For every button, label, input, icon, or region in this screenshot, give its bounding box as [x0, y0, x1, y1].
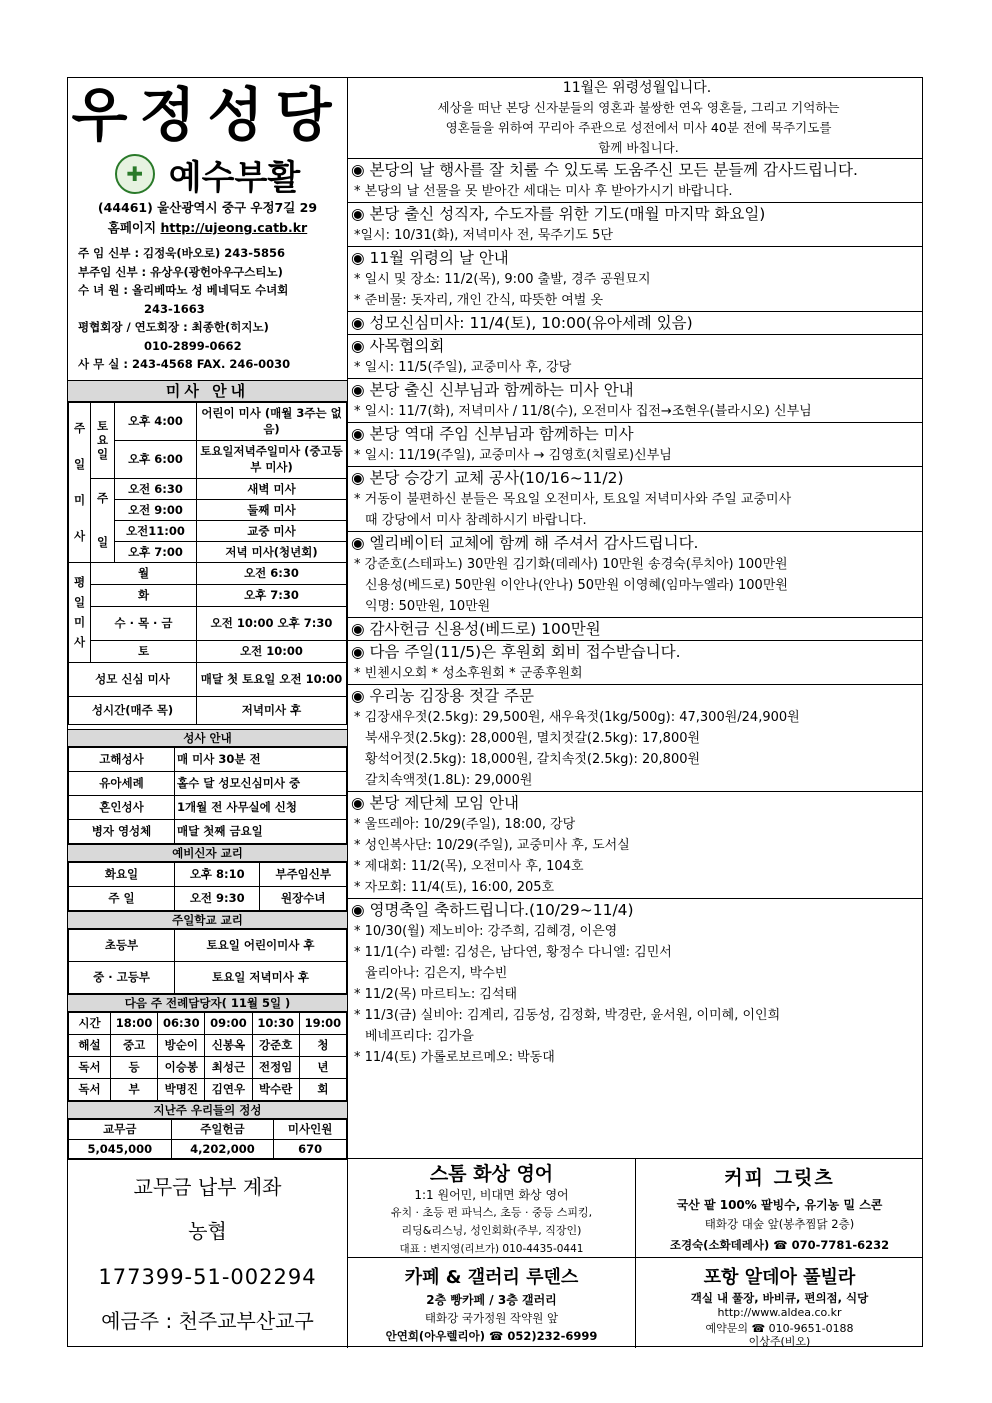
notice-item: [348, 898, 923, 1068]
staff-info: [68, 244, 347, 374]
altar-cell: 청: [299, 1034, 346, 1056]
notice-item: [348, 202, 923, 246]
staff-line: 243-1663: [144, 301, 205, 316]
sunday-school-heading: 주일학교 교리: [68, 911, 347, 929]
sunday-school-table: 초등부 토요일 어린이미사 후 중 · 고등부 토요일 저녁미사 후: [68, 929, 347, 994]
altar-cell: 10:30: [252, 1012, 299, 1034]
ad-english: 스톰 화상 영어 1:1 원어민, 비대면 화상 영어 유치 · 초등 펀 파닉스, 초등 · 중등 스피킹, 리딩&리스닝, 성인회화(주부, 직장인) 대표 : 변지영(리브가) 010-4435-0441 카페 & 갤러리 루덴스 2층 빵카페 / 3층 갤러리 태화강 국가정원 작약원 앞 안연희(아우렐리아) ☎ 052)232-6999: [348, 1159, 636, 1348]
left-column: [68, 78, 348, 1158]
altar-cell: 부: [111, 1078, 158, 1100]
parish-logo-icon: ✚: [115, 154, 155, 194]
altar-cell: 전정임: [252, 1056, 299, 1078]
notice-item: [348, 466, 923, 531]
notice-heading: ◉ 본당 역대 주임 신부님과 함께하는 미사: [351, 425, 634, 443]
notice-item: [348, 791, 923, 898]
notice-item: [348, 378, 923, 422]
finance-heading: 지난주 우리들의 정성: [68, 1101, 347, 1119]
notice-heading: ◉ 본당 제단체 모임 안내: [351, 794, 519, 812]
staff-line: 부주임 신부 : 유상우(광헌아우구스티노): [78, 264, 283, 279]
altar-cell: 독서: [69, 1078, 111, 1100]
notice-line: 함께 바칩니다.: [598, 140, 679, 155]
notice-heading: ◉ 성모신심미사: 11/4(토), 10:00(유아세례 있음): [351, 314, 693, 332]
altar-cell: 박명진: [158, 1078, 205, 1100]
notice-heading: 11월은 위령성월입니다.: [562, 80, 712, 96]
altar-cell: 시간: [69, 1012, 111, 1034]
altar-cell: 해설: [69, 1034, 111, 1056]
altar-cell: 등: [111, 1056, 158, 1078]
notice-item: [348, 531, 923, 617]
staff-line: 사 무 실 : 243-4568 FAX. 246-0030: [78, 357, 291, 371]
notice-item: [348, 158, 923, 202]
notice-line: 세상을 떠난 본당 신자분들의 영혼과 불쌍한 연옥 영혼들, 그리고 기억하는: [437, 100, 840, 115]
staff-line: 수 녀 원 : 올리베따노 성 베네딕도 수녀회: [78, 283, 289, 297]
altar-cell: 이승봉: [158, 1056, 205, 1078]
notice-heading: ◉ 엘리베이터 교체에 함께 해 주셔서 감사드립니다.: [351, 534, 699, 552]
notice-line: * 11/3(금) 실비아: 김계리, 김동성, 김정화, 박경란, 윤서원, 이미혜, 이인희: [354, 1008, 781, 1023]
notice-line: * 김장새우젓(2.5kg): 29,500원, 새우육젓(1kg/500g): 47,300원/24,900원: [354, 710, 800, 725]
notice-heading: ◉ 다음 주일(11/5)은 후원회 회비 접수받습니다.: [351, 643, 681, 661]
altar-cell: 독서: [69, 1056, 111, 1078]
subtitle-row: [68, 150, 347, 198]
altar-cell: 최성근: [205, 1056, 252, 1078]
altar-table: [68, 1012, 347, 1101]
notice-item: [348, 640, 923, 684]
notice-heading: ◉ 11월 위령의 날 안내: [351, 249, 509, 267]
notice-line: 영혼들을 위하여 꾸리아 주관으로 성전에서 미사 40분 전에 묵주기도를: [445, 120, 832, 135]
notice-line: * 자모회: 11/4(토), 16:00, 205호: [354, 880, 555, 895]
sun-label: 주 일: [91, 478, 115, 562]
right-column: [348, 78, 923, 1158]
bottom-ads: [68, 1158, 923, 1347]
ad-coffee: 커피 그릿츠 국산 팥 100% 팥빙수, 유기농 밀 스콘 태화강 대숲 앞(봉추찜닭 2층) 조경숙(소화데레사) ☎ 070-7781-6232 포항 알데아 풀빌라 객실 내 풀장, 바비큐, 편의점, 식당 http://www.aldea.co.kr 예약문의 ☎ 010-9651-0188 이상주(비오): [636, 1159, 923, 1348]
notices-list: [348, 78, 923, 1068]
notice-line: * 11/4(토) 가롤로보르메오: 박동대: [354, 1050, 555, 1065]
notice-item: [348, 311, 923, 334]
notice-item: [348, 422, 923, 466]
catechumen-table: 화요일 오후 8:10 부주임신부 주 일 오전 9:30 원장수녀: [68, 862, 347, 911]
altar-cell: 중고: [111, 1034, 158, 1056]
notice-line: * 일시 및 장소: 11/2(목), 9:00 출발, 경주 공원묘지: [354, 272, 651, 287]
account-box: 교무금 납부 계좌 농협 177399-51-002294 예금주 : 천주교부산교구: [68, 1159, 348, 1348]
notice-line: 베네프리다: 김가을: [365, 1029, 474, 1044]
notice-item: [348, 617, 923, 640]
sacrament-table: 고해성사 매 미사 30분 전 유아세례 홀수 달 성모신심미사 중 혼인성사 1개월 전 사무실에 신청 병자 영성체 매달 첫째 금요일: [68, 747, 347, 844]
notice-line: * 11/2(목) 마르티노: 김석태: [354, 987, 518, 1002]
notice-item: [348, 334, 923, 378]
altar-heading: 다음 주 전례담당자( 11월 5일 ): [68, 994, 347, 1012]
altar-cell: 강준호: [252, 1034, 299, 1056]
mass-table: 주 일 미 사 토 요 일 오후 4:00 어린이 미사 (매월 3주는 없음) 오후 6:00 토요일저녁주일미사 (중고등부 미사) 주 일 오전 6:30 새벽 미사 오전 9:00 둘째 미사 오전11:00 교중 미사 오후 7:00 저녁 미사(청년회) 평 일 미 사 월 오전 6:30 화 오후 7:30 수 · 목 · 금 오전 10:00 오후 7:30 토 오전 10:00 성모 신심 미사 매달 첫 토요일 오전 10:00 성시간(매주 목) 저녁미사 후: [68, 402, 347, 725]
notice-line: 익명: 50만원, 10만원: [365, 599, 491, 614]
notice-line: * 준비물: 돗자리, 개인 간식, 따뜻한 여벌 옷: [354, 293, 603, 308]
altar-cell: 회: [299, 1078, 346, 1100]
notice-heading: ◉ 본당 출신 성직자, 수도자를 위한 기도(매월 마지막 화요일): [351, 205, 766, 223]
homepage: 홈페이지 http://ujeong.catb.kr: [107, 220, 308, 235]
altar-cell: 19:00: [299, 1012, 346, 1034]
homepage-link[interactable]: http://ujeong.catb.kr: [160, 220, 308, 235]
notice-line: 신용성(베드로) 50만원 이안나(안나) 50만원 이영혜(임마누엘라) 100만원: [365, 578, 788, 593]
parish-title: 우정성당: [71, 81, 344, 149]
notice-item: [348, 78, 923, 158]
staff-line: 평협회장 / 연도회장 : 최종한(히지노): [78, 320, 269, 334]
notice-line: 갈치속액젓(1.8L): 29,000원: [365, 773, 533, 788]
notice-line: * 10/30(월) 제노비아: 강주희, 김혜경, 이은영: [354, 924, 618, 939]
sacrament-heading: 성사 안내: [68, 729, 347, 747]
notice-line: 북새우젓(2.5kg): 28,000원, 멸치젓갈(2.5kg): 17,800원: [365, 731, 701, 746]
sunday-mass-label: 주 일 미 사: [69, 402, 91, 562]
notice-heading: ◉ 감사헌금 신용성(베드로) 100만원: [351, 620, 601, 638]
altar-cell: 06:30: [158, 1012, 205, 1034]
altar-cell: 김연우: [205, 1078, 252, 1100]
notice-line: *일시: 10/31(화), 저녁미사 전, 묵주기도 5단: [354, 228, 613, 243]
altar-cell: 신봉옥: [205, 1034, 252, 1056]
weekday-mass-label: 평 일 미 사: [69, 562, 91, 662]
notice-heading: ◉ 본당 승강기 교체 공사(10/16~11/2): [351, 469, 624, 487]
notice-heading: ◉ 본당 출신 신부님과 함께하는 미사 안내: [351, 381, 634, 399]
notice-heading: ◉ 본당의 날 행사를 잘 치룰 수 있도록 도움주신 모든 분들께 감사드립니다.: [351, 161, 858, 179]
catechumen-heading: 예비신자 교리: [68, 844, 347, 862]
altar-cell: 방순이: [158, 1034, 205, 1056]
notice-line: * 강준호(스테파노) 30만원 김기화(데레사) 10만원 송경숙(루치아) 100만원: [354, 557, 788, 572]
notice-heading: ◉ 사목협의회: [351, 337, 445, 355]
notice-line: * 빈첸시오회 * 성소후원회 * 군종후원회: [354, 666, 583, 681]
altar-cell: 박수란: [252, 1078, 299, 1100]
notice-heading: ◉ 영명축일 축하드립니다.(10/29~11/4): [351, 901, 634, 919]
notice-line: 때 강당에서 미사 참례하시기 바랍니다.: [365, 513, 587, 528]
altar-cell: 09:00: [205, 1012, 252, 1034]
mass-heading: 미사 안내: [68, 380, 347, 402]
altar-cell: 년: [299, 1056, 346, 1078]
notice-line: * 일시: 11/7(화), 저녁미사 / 11/8(수), 오전미사 집전→조현우(블라시오) 신부님: [354, 404, 812, 419]
notice-line: * 제대회: 11/2(목), 오전미사 후, 104호: [354, 859, 584, 874]
staff-line: 010-2899-0662: [144, 338, 242, 353]
bulletin-page: [67, 77, 923, 1347]
notice-line: * 일시: 11/19(주일), 교중미사 → 김영호(치릴로)신부님: [354, 448, 672, 463]
notice-item: [348, 246, 923, 311]
notice-line: * 성인복사단: 10/29(주일), 교중미사 후, 도서실: [354, 838, 630, 853]
finance-table: 교무금 주일헌금 미사인원 5,045,000 4,202,000 670: [68, 1119, 347, 1160]
notice-line: * 일시: 11/5(주일), 교중미사 후, 강당: [354, 360, 572, 375]
subtitle: 예수부활: [168, 157, 301, 198]
notice-item: [348, 684, 923, 791]
altar-cell: 18:00: [111, 1012, 158, 1034]
address: (44461) 울산광역시 중구 우정7길 29: [97, 200, 318, 215]
notice-line: * 울뜨레아: 10/29(주일), 18:00, 강당: [354, 817, 576, 832]
notice-line: * 거동이 불편하신 분들은 목요일 오전미사, 토요일 저녁미사와 주일 교중미사: [354, 492, 792, 507]
notice-line: 율리아나: 김은지, 박수빈: [365, 966, 508, 981]
notice-line: * 11/1(수) 라헬: 김성은, 남다연, 황정수 다니엘: 김민서: [354, 945, 672, 960]
notice-line: * 본당의 날 선물을 못 받아간 세대는 미사 후 받아가시기 바랍니다.: [354, 184, 733, 199]
staff-line: 주 임 신부 : 김정욱(바오로) 243-5856: [78, 246, 286, 260]
sat-label: 토 요 일: [91, 402, 115, 478]
notice-line: 황석어젓(2.5kg): 18,000원, 갈치속젓(2.5kg): 20,800원: [365, 752, 701, 767]
notice-heading: ◉ 우리농 김장용 젓갈 주문: [351, 687, 534, 705]
